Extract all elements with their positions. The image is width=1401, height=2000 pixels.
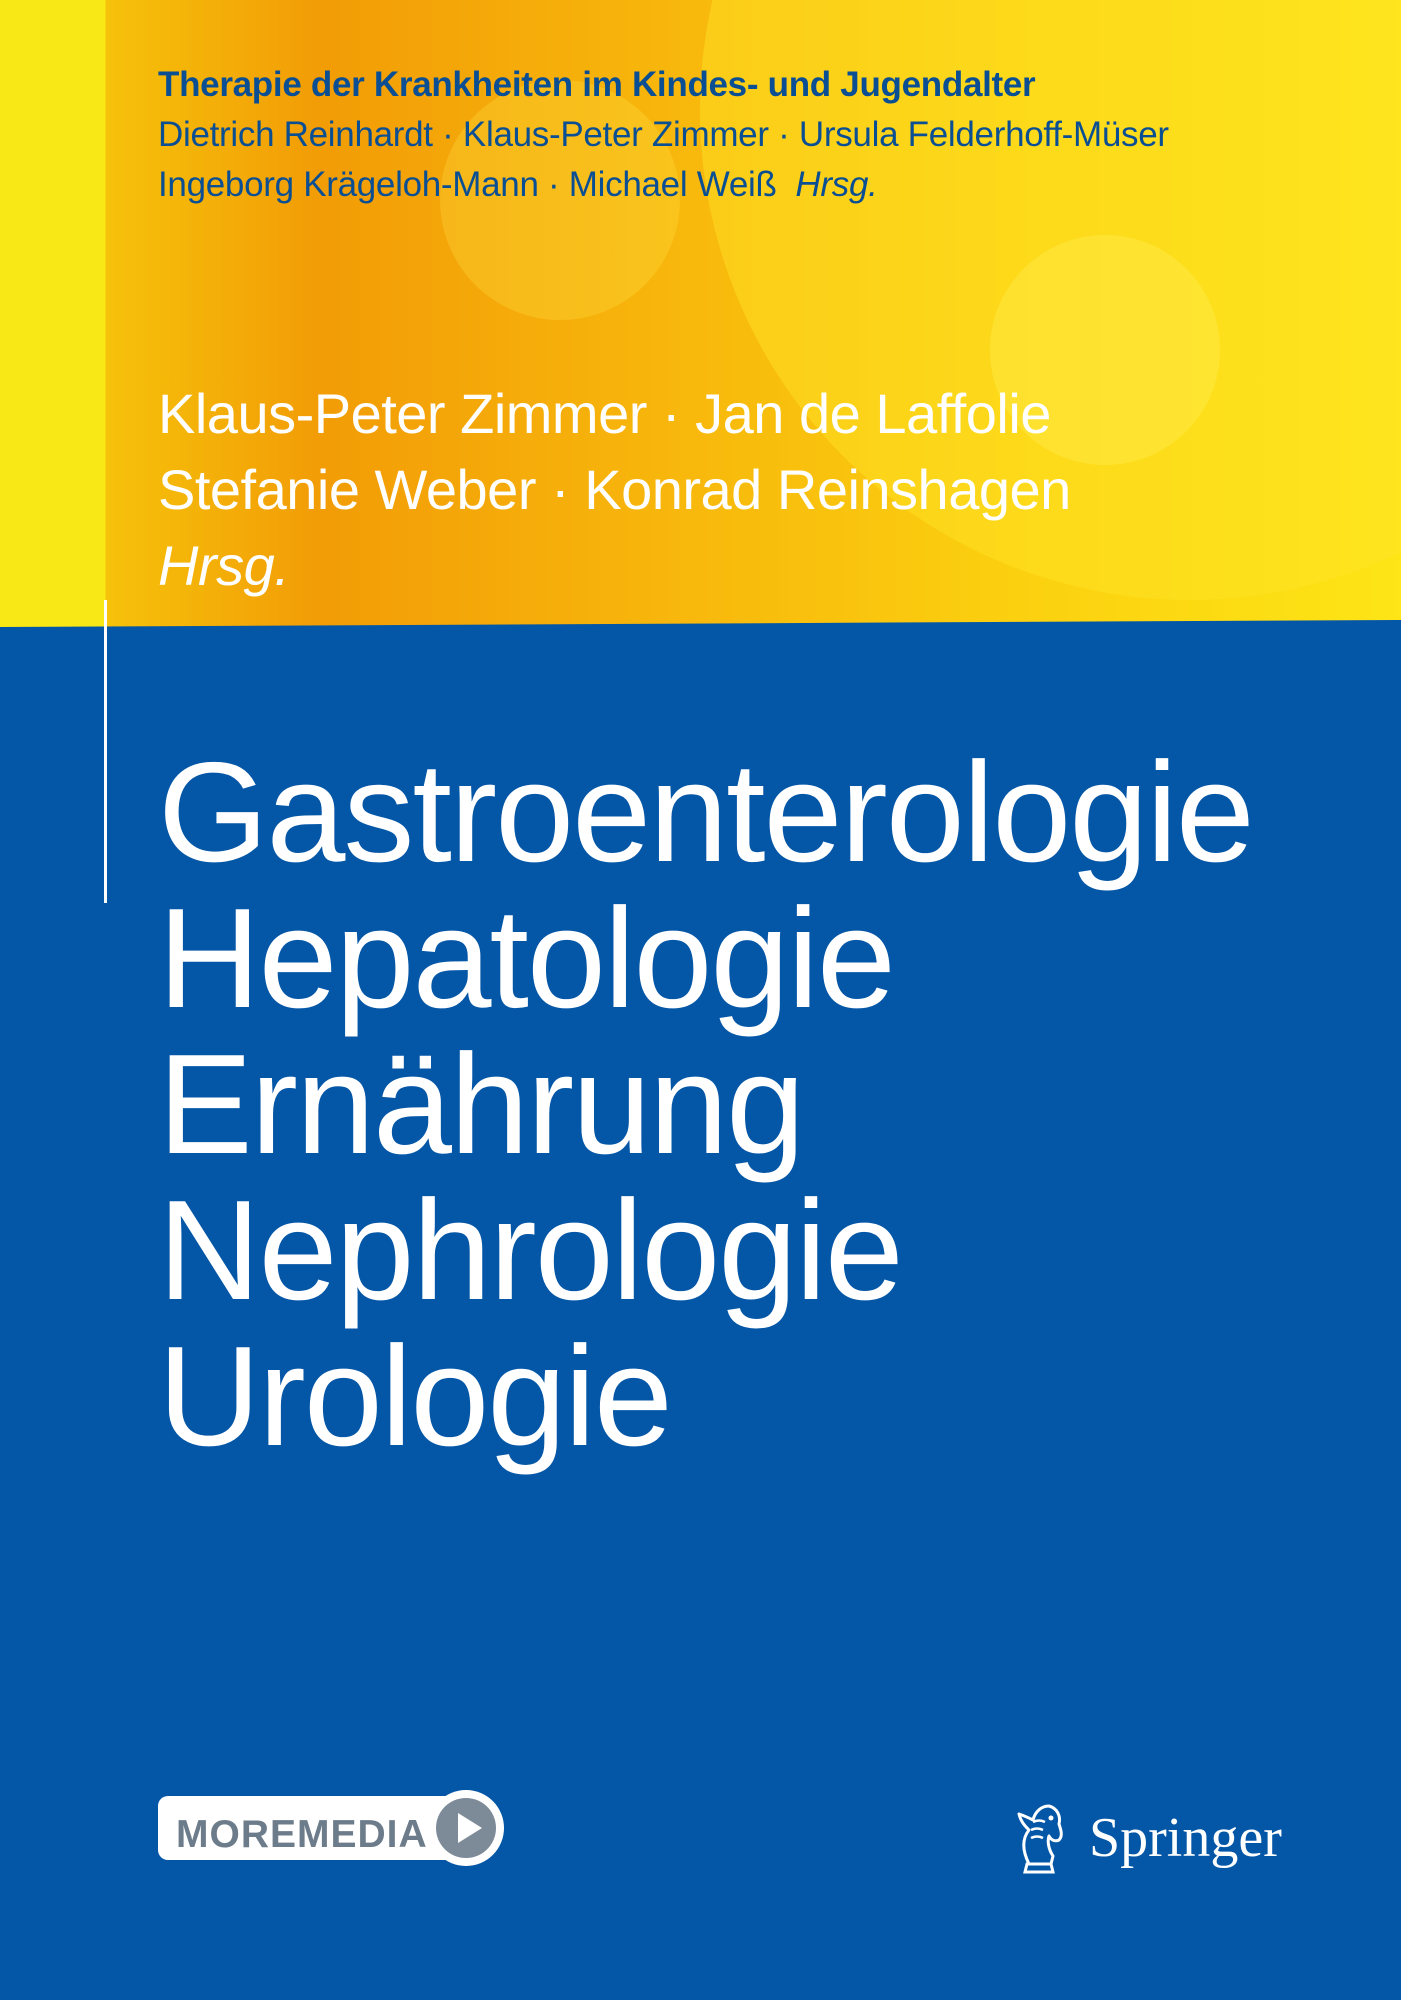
volume-editors (158, 376, 1071, 604)
title-line-4: Nephrologie (158, 1171, 902, 1330)
editors-line-2: Stefanie Weber · Konrad Reinshagen (158, 458, 1071, 521)
moremedia-label: MOREMEDIA (176, 1813, 428, 1856)
editors-line-1: Klaus-Peter Zimmer · Jan de Laffolie (158, 382, 1051, 445)
series-info (158, 60, 1169, 210)
series-editors-line-1: Dietrich Reinhardt · Klaus-Peter Zimmer · Ursula Felderhoff-Müser (158, 115, 1169, 154)
title-line-3: Ernährung (158, 1025, 804, 1184)
editors-hrsg: Hrsg. (158, 534, 290, 597)
book-title (158, 733, 1253, 1476)
divider-line (104, 600, 107, 903)
series-title: Therapie der Krankheiten im Kindes- und Jugendalter (158, 65, 1036, 104)
play-triangle (458, 1813, 482, 1843)
play-icon (436, 1798, 496, 1858)
publisher-name: Springer (1089, 1807, 1282, 1869)
moremedia-pill (158, 1796, 458, 1860)
title-line-1: Gastroenterologie (158, 733, 1253, 892)
title-line-5: Urologie (158, 1317, 671, 1476)
moremedia-badge (158, 1790, 508, 1866)
series-hrsg: Hrsg. (795, 165, 878, 204)
publisher-logo (1003, 1800, 1333, 1880)
series-editors-names: Ingeborg Krägeloh-Mann · Michael Weiß (158, 165, 777, 204)
play-button-circle (428, 1790, 504, 1866)
springer-horse-icon (1003, 1800, 1073, 1880)
series-editors-line-2 (158, 160, 1169, 210)
title-line-2: Hepatologie (158, 879, 894, 1038)
